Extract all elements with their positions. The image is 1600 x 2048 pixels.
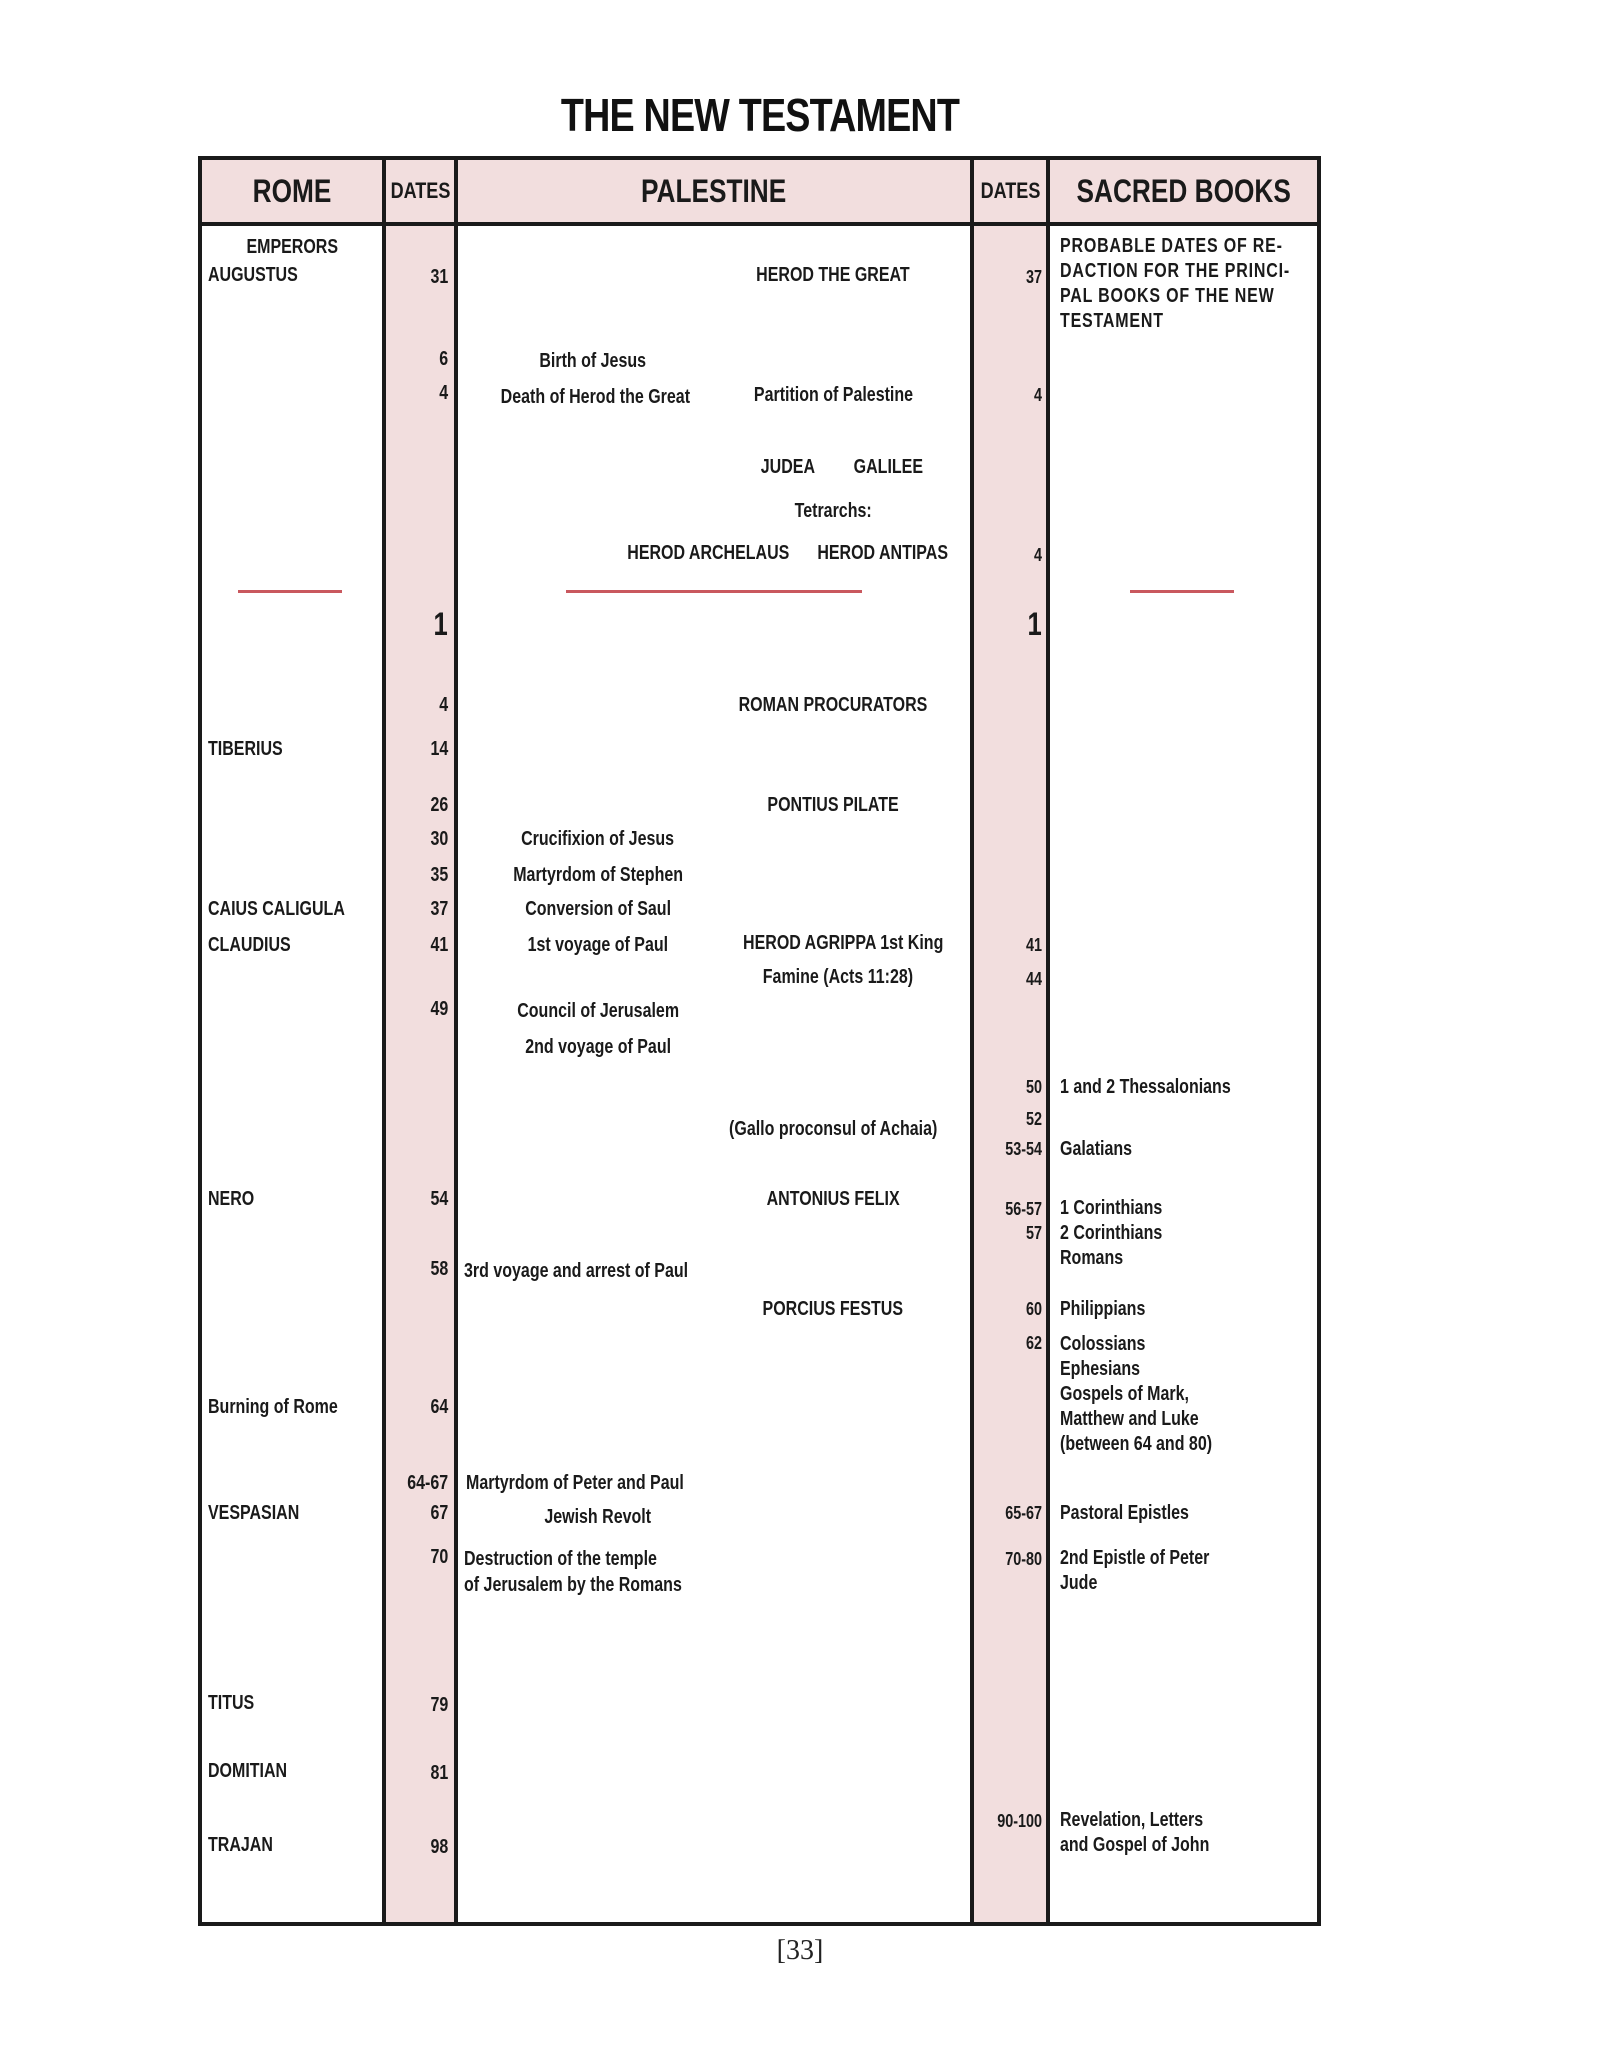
palestine-herod-agrippa: HEROD AGRIPPA 1st King — [743, 932, 944, 954]
date-left: 26 — [430, 794, 448, 816]
palestine-herod-the-great: HEROD THE GREAT — [756, 264, 910, 286]
sacred-colossians-gospels: Colossians Ephesians Gospels of Mark, Matthew and Luke (between 64 and 80) — [1060, 1333, 1213, 1455]
date-right: 37 — [1025, 267, 1042, 287]
palestine-council: Council of Jerusalem — [517, 1000, 679, 1022]
date-right: 60 — [1025, 1299, 1042, 1319]
sacred-revelation: Revelation, Letters and Gospel of John — [1060, 1809, 1210, 1856]
rome-domitian: DOMITIAN — [208, 1760, 288, 1782]
sacred-galatians: Galatians — [1060, 1138, 1133, 1160]
rome-nero: NERO — [208, 1188, 255, 1210]
date-left: 67 — [430, 1502, 448, 1524]
rome-titus: TITUS — [208, 1692, 255, 1714]
palestine-death-of-herod: Death of Herod the Great — [500, 386, 690, 408]
date-right: 62 — [1025, 1333, 1042, 1353]
header-dates-left: DATES — [386, 160, 454, 226]
palestine-porcius-festus: PORCIUS FESTUS — [762, 1298, 904, 1320]
header-dates-right: DATES — [974, 160, 1046, 226]
divider-line-sacred — [1130, 590, 1234, 593]
date-right: 52 — [1025, 1109, 1042, 1129]
palestine-destruction: Destruction of the temple of Jerusalem by the Romans — [464, 1548, 682, 1596]
page-number: [33] — [776, 1935, 824, 1966]
rome-augustus: AUGUSTUS — [208, 264, 298, 286]
sacred-peter-jude: 2nd Epistle of Peter Jude — [1060, 1547, 1210, 1594]
date-left: 37 — [430, 898, 448, 920]
date-left: 49 — [430, 998, 448, 1020]
rome-emperors-heading: EMPERORS — [246, 236, 338, 258]
sacred-thessalonians: 1 and 2 Thessalonians — [1060, 1076, 1231, 1098]
header-sacred-books: SACRED BOOKS — [1050, 160, 1317, 226]
palestine-crucifixion: Crucifixion of Jesus — [521, 828, 675, 850]
date-right: 4 — [1033, 545, 1042, 565]
palestine-judea: JUDEA — [760, 456, 816, 478]
dates-left-column — [382, 156, 458, 1926]
date-left: 64-67 — [407, 1472, 448, 1494]
palestine-martyrdom-peter-paul: Martyrdom of Peter and Paul — [466, 1472, 684, 1494]
date-left: 81 — [430, 1762, 448, 1784]
rome-caius-caligula: CAIUS CALIGULA — [208, 898, 345, 920]
timeline-chart — [198, 156, 1321, 1930]
palestine-galilee: GALILEE — [853, 456, 923, 478]
date-left: 70 — [430, 1546, 448, 1568]
palestine-roman-procurators: ROMAN PROCURATORS — [738, 694, 928, 716]
date-left: 54 — [430, 1188, 448, 1210]
header-rome: ROME — [202, 160, 382, 226]
date-right-year-1: 1 — [1027, 606, 1042, 642]
rome-tiberius: TIBERIUS — [208, 738, 283, 760]
rome-claudius: CLAUDIUS — [208, 934, 291, 956]
date-right: 90-100 — [997, 1811, 1042, 1831]
date-left: 4 — [439, 382, 448, 404]
date-right: 70-80 — [1005, 1549, 1042, 1569]
sacred-corinthians-romans: 1 Corinthians 2 Corinthians Romans — [1060, 1197, 1163, 1269]
palestine-birth-of-jesus: Birth of Jesus — [539, 350, 647, 372]
divider-line-palestine — [566, 590, 862, 593]
dates-right-column — [970, 156, 1050, 1926]
date-left: 6 — [439, 348, 448, 370]
date-left: 79 — [430, 1694, 448, 1716]
rome-vespasian: VESPASIAN — [208, 1502, 300, 1524]
date-left: 14 — [430, 738, 448, 760]
rome-burning-of-rome: Burning of Rome — [208, 1396, 338, 1418]
date-right: 57 — [1025, 1223, 1042, 1243]
date-left: 41 — [430, 934, 448, 956]
date-right: 56-57 — [1005, 1199, 1042, 1219]
palestine-tetrarchs: Tetrarchs: — [794, 500, 872, 522]
palestine-gallo: (Gallo proconsul of Achaia) — [728, 1118, 938, 1140]
date-left-year-1: 1 — [433, 606, 448, 642]
rome-trajan: TRAJAN — [208, 1834, 273, 1856]
palestine-third-voyage: 3rd voyage and arrest of Paul — [464, 1260, 689, 1282]
palestine-martyrdom-stephen: Martyrdom of Stephen — [513, 864, 683, 886]
sacred-books-note: PROBABLE DATES OF RE- DACTION FOR THE PRINCI- PAL BOOKS OF THE NEW TESTAMENT — [1060, 235, 1290, 332]
sacred-pastoral: Pastoral Epistles — [1060, 1502, 1189, 1524]
header-palestine: PALESTINE — [458, 160, 970, 226]
date-right: 44 — [1025, 969, 1042, 989]
sacred-books-column — [1046, 156, 1321, 1926]
rome-column — [198, 156, 386, 1926]
date-left: 64 — [430, 1396, 448, 1418]
date-left: 30 — [430, 828, 448, 850]
date-right: 50 — [1025, 1077, 1042, 1097]
palestine-herod-antipas: HEROD ANTIPAS — [817, 542, 949, 564]
palestine-first-voyage: 1st voyage of Paul — [527, 934, 669, 956]
page-title: THE NEW TESTAMENT — [560, 89, 960, 141]
date-left: 35 — [430, 864, 448, 886]
palestine-second-voyage: 2nd voyage of Paul — [525, 1036, 671, 1058]
palestine-conversion-saul: Conversion of Saul — [525, 898, 671, 920]
divider-line-rome — [238, 590, 342, 593]
sacred-philippians: Philippians — [1060, 1298, 1146, 1320]
date-right: 53-54 — [1005, 1139, 1042, 1159]
date-left: 98 — [430, 1836, 448, 1858]
palestine-famine: Famine (Acts 11:28) — [762, 966, 914, 988]
palestine-antonius-felix: ANTONIUS FELIX — [766, 1188, 900, 1210]
date-left: 4 — [439, 694, 448, 716]
date-left: 58 — [430, 1258, 448, 1280]
date-right: 65-67 — [1005, 1503, 1042, 1523]
palestine-partition: Partition of Palestine — [753, 384, 913, 406]
palestine-pontius-pilate: PONTIUS PILATE — [767, 794, 899, 816]
date-right: 4 — [1033, 385, 1042, 405]
palestine-herod-archelaus: HEROD ARCHELAUS — [626, 542, 790, 564]
date-right: 41 — [1025, 935, 1042, 955]
palestine-jewish-revolt: Jewish Revolt — [544, 1506, 652, 1528]
date-left: 31 — [430, 266, 448, 288]
